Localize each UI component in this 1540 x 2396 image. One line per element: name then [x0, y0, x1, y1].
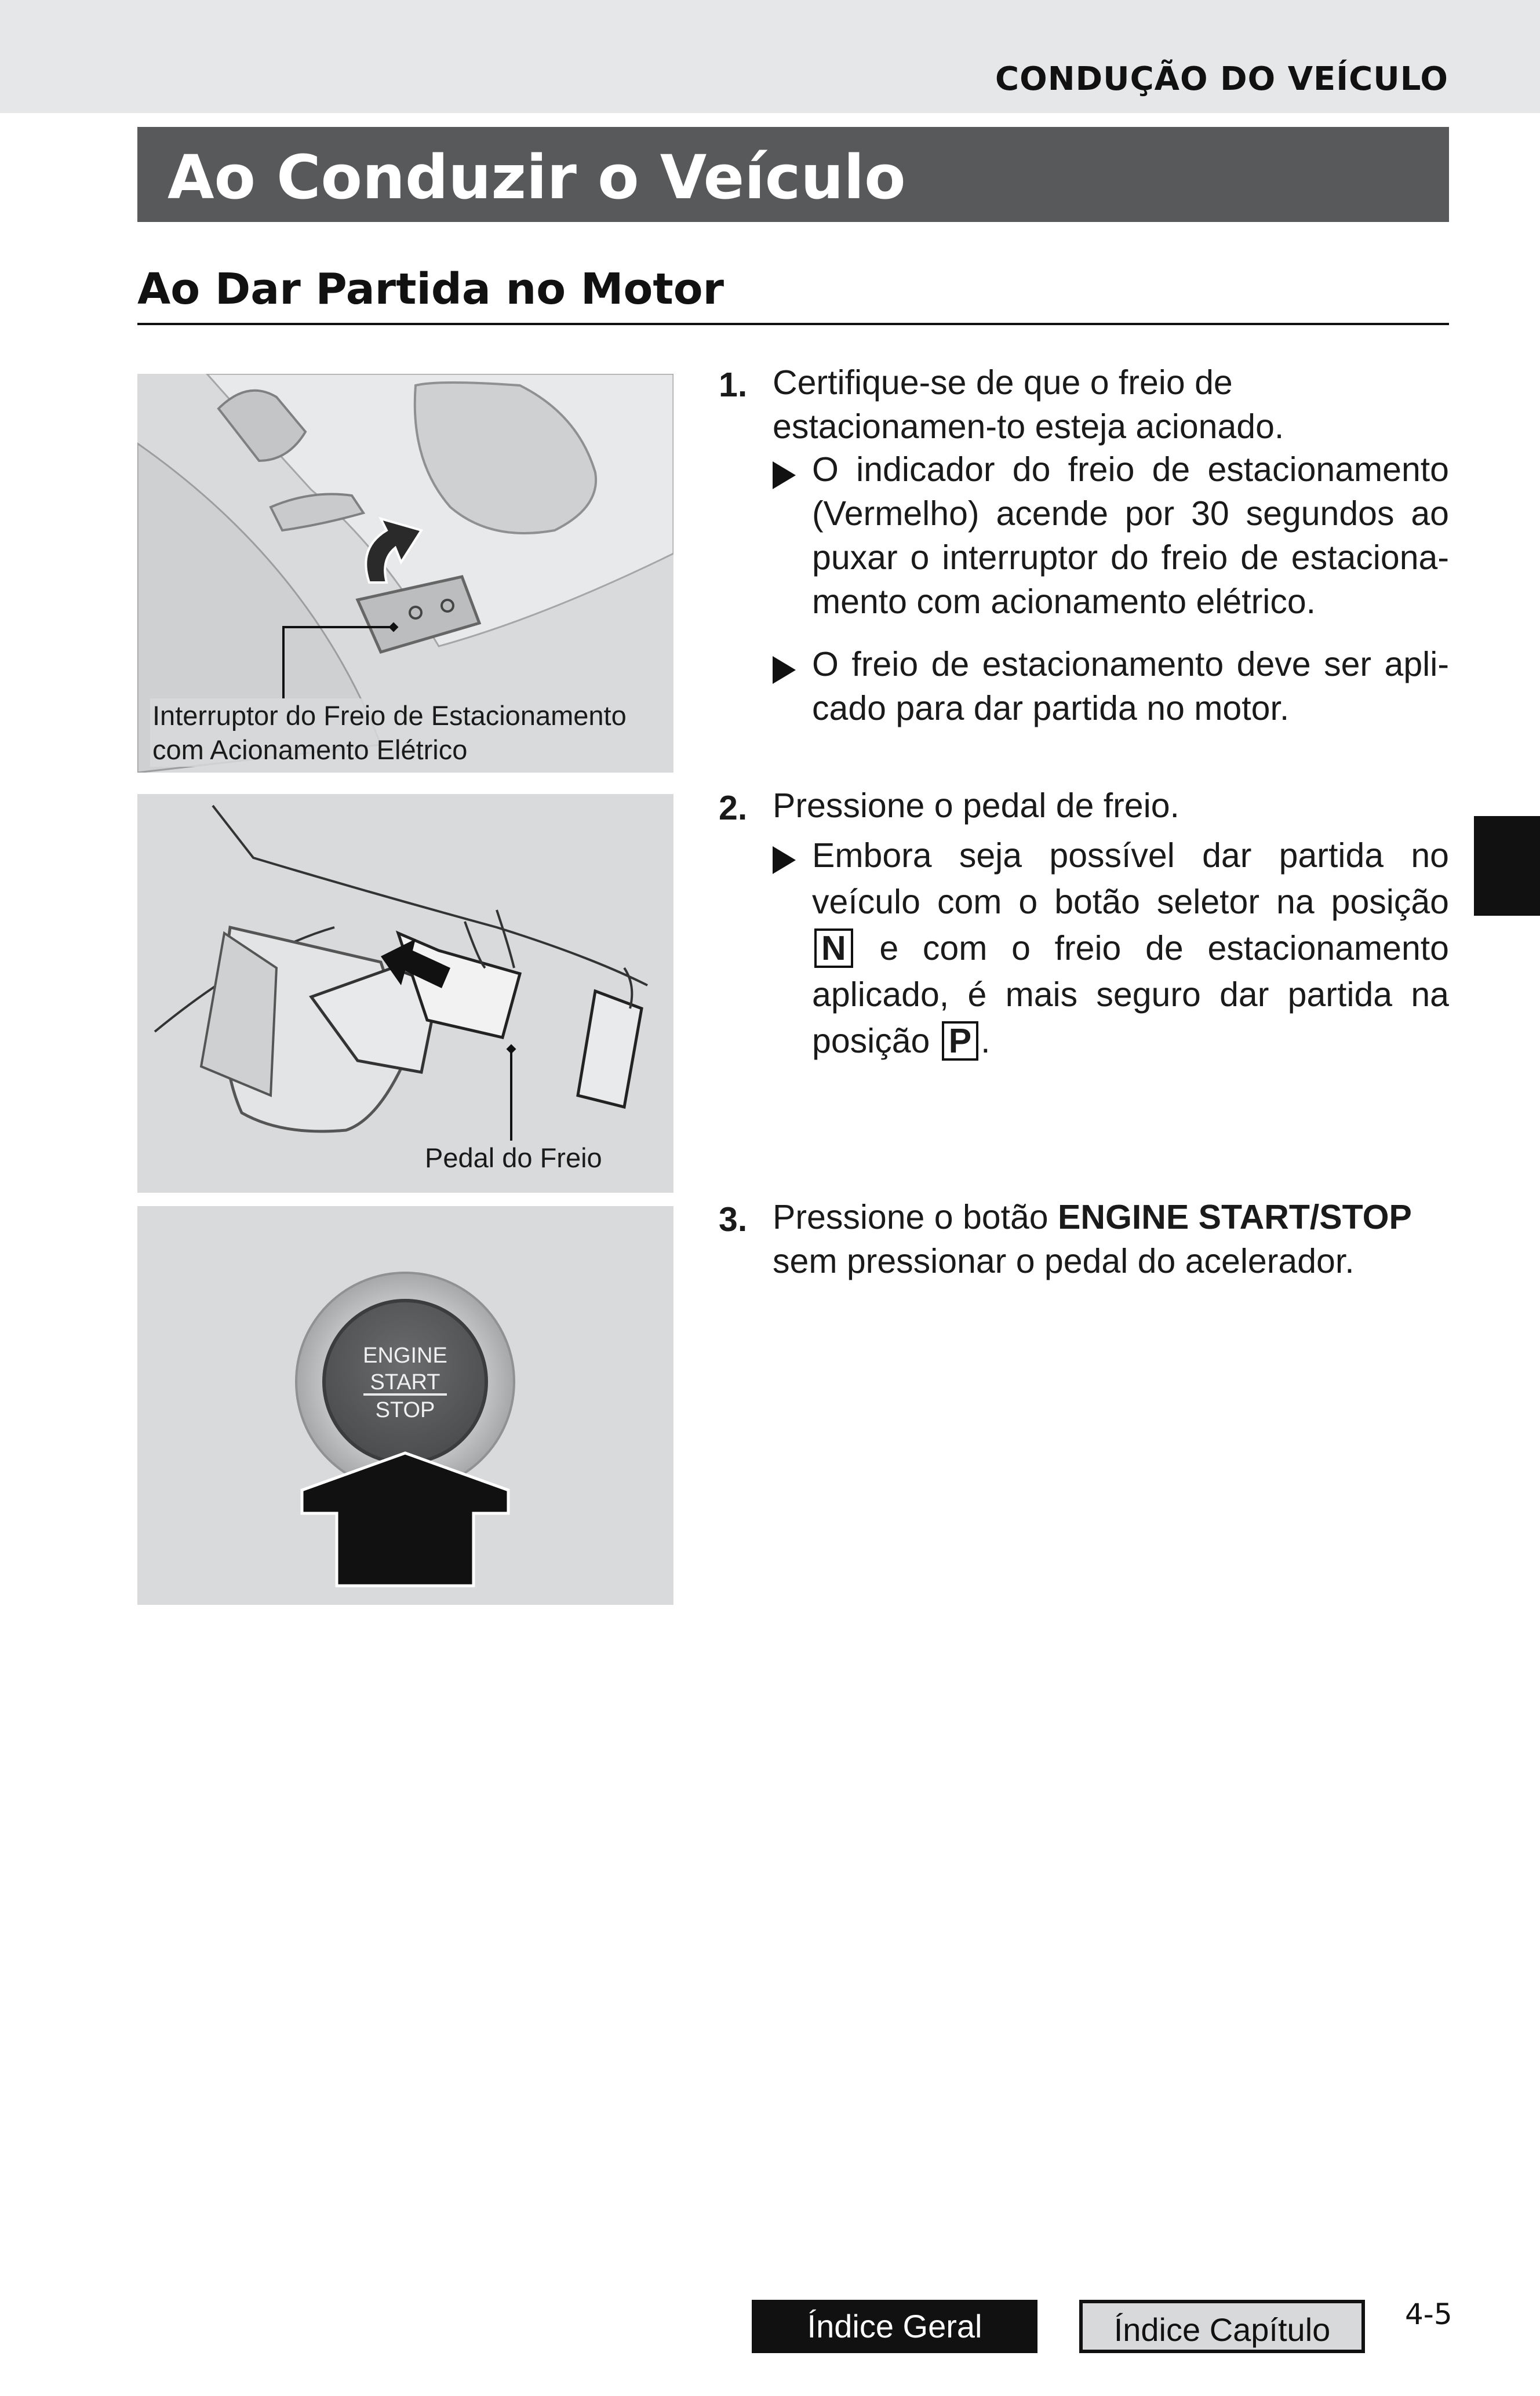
- step-3-button-name: ENGINE START/STOP: [1058, 1198, 1412, 1236]
- engine-label: ENGINE: [363, 1343, 447, 1368]
- subtitle-divider: [137, 323, 1449, 325]
- page-number: 4-5: [1405, 2297, 1452, 2331]
- title-bar: [137, 127, 1449, 222]
- gear-n-key: N: [814, 928, 853, 968]
- step-2-bullet-part-3: .: [981, 1022, 991, 1060]
- section-label: CONDUÇÃO DO VEÍCULO: [995, 60, 1448, 98]
- step-1-number: 1.: [719, 366, 748, 404]
- bullet-triangle-icon: [773, 846, 796, 874]
- gear-p-key: P: [942, 1021, 978, 1061]
- step-2-bullet-part-2: e com o freio de estacionamento aplicado, é mais seguro dar partida na posição: [812, 929, 1449, 1060]
- step-3-text-after: sem pressionar o pedal do acelerador.: [773, 1242, 1355, 1280]
- step-3-number: 3.: [719, 1200, 748, 1239]
- parking-brake-illustration: [137, 374, 673, 773]
- step-1-bullet-1-text: O indicador do freio de estacionamento (Vermelho) acende por 30 segundos ao puxar o interruptor do freio de estaciona-mento com acionamento elétrico.: [812, 450, 1449, 621]
- chapter-thumb-tab: [1474, 816, 1540, 916]
- step-2-bullet-1-text: [812, 832, 1449, 1064]
- bullet-triangle-icon: [773, 461, 796, 489]
- chapter-index-button[interactable]: Índice Capítulo: [1079, 2300, 1365, 2353]
- general-index-button[interactable]: Índice Geral: [752, 2300, 1037, 2353]
- engine-start-drawing: [137, 1206, 673, 1605]
- brake-pedal-drawing: [137, 794, 673, 1193]
- start-label: START: [370, 1370, 440, 1394]
- brake-pedal-caption: Pedal do Freio: [425, 1142, 602, 1173]
- step-3-text-before: Pressione o botão: [773, 1198, 1048, 1236]
- section-subtitle: Ao Dar Partida no Motor: [137, 264, 725, 314]
- step-2-number: 2.: [719, 789, 748, 827]
- engine-start-illustration: [137, 1206, 673, 1605]
- parking-brake-caption-line1: Interruptor do Freio de Estacionamento: [152, 700, 627, 731]
- parking-brake-caption-line2: com Acionamento Elétrico: [152, 734, 468, 765]
- parking-brake-caption: [150, 698, 629, 767]
- step-3-text: [773, 1195, 1449, 1283]
- step-1-text: Certifique-se de que o freio de estacionamen-to esteja acionado.: [773, 363, 1284, 446]
- step-1-bullet-2-text: O freio de estacionamento deve ser apli-cado para dar partida no motor.: [812, 645, 1449, 727]
- brake-pedal-illustration: [137, 794, 673, 1193]
- bullet-triangle-icon: [773, 656, 796, 684]
- step-2-text: Pressione o pedal de freio.: [773, 786, 1179, 825]
- step-2-bullet-part-1: Embora seja possível dar partida no veículo com o botão seletor na posição: [812, 836, 1449, 921]
- page-title: Ao Conduzir o Veículo: [168, 142, 906, 213]
- stop-label: STOP: [375, 1398, 435, 1422]
